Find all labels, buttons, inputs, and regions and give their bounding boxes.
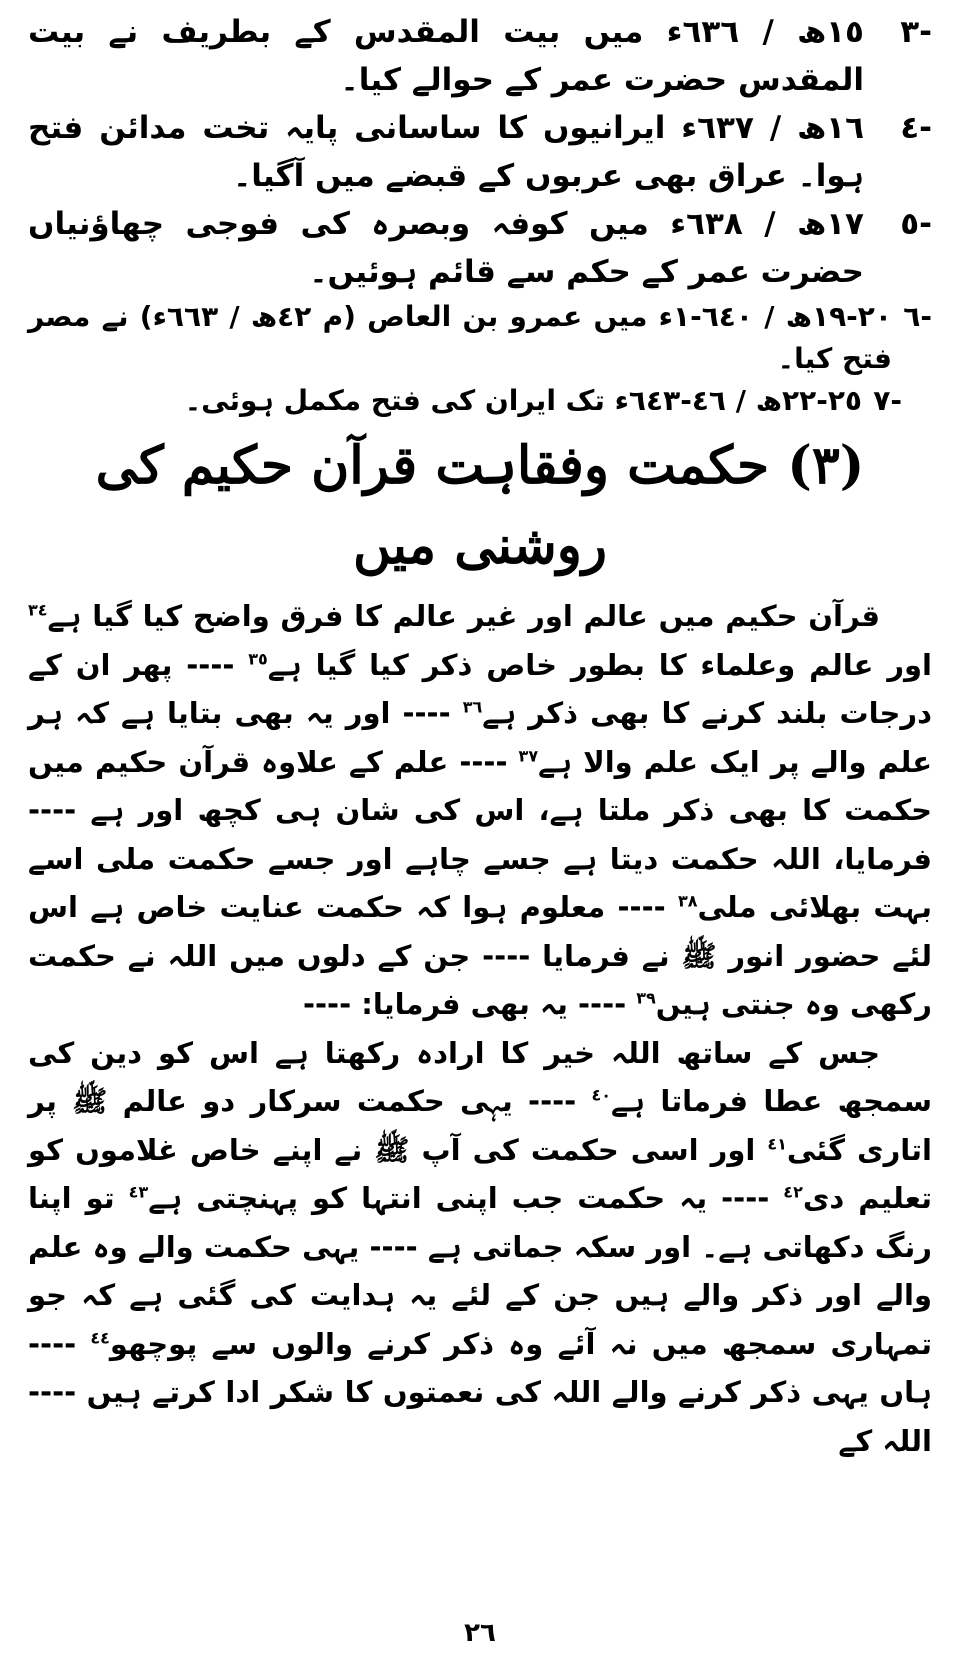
text-segment: ---- پھر ان کے درجات بلند کرنے کا بھی ذکر ہے — [28, 647, 932, 730]
footnote-ref[interactable]: ٣٤ — [28, 600, 48, 620]
text-segment: ---- علم کے علاوہ قرآن حکیم میں حکمت کا بھی ذکر ملتا ہے، اس کی شان ہی کچھ اور ہے ---- فرمایا، اللہ حکمت دیتا ہے جسے چاہے اور جسے حکمت ملی اسے بہت بھلائی ملی — [28, 744, 933, 924]
footnote-ref[interactable]: ٤٣ — [128, 1182, 149, 1202]
footnote-ref[interactable]: ٤٢ — [783, 1182, 803, 1202]
footnote-ref[interactable]: ٤٤ — [90, 1327, 110, 1347]
text-segment: جس کے ساتھ اللہ خیر کا ارادہ رکھتا ہے اس کو دین کی سمجھ عطا فرماتا ہے — [28, 1035, 932, 1118]
text-segment: ---- یہ بھی فرمایا: ---- — [302, 987, 637, 1021]
footnote-ref[interactable]: ٤١ — [767, 1133, 787, 1153]
text-segment: ---- یہی حکمت سرکار دو عالم ﷺ پر اتاری گئی — [28, 1084, 932, 1167]
list-item — [28, 296, 932, 380]
paragraph — [28, 592, 932, 1029]
list-item — [28, 200, 932, 296]
footnote-ref[interactable]: ٣٦ — [462, 697, 483, 717]
list-item-text: ١٧ھ / ٦٣٨ء میں کوفہ وبصرہ کی فوجی چھاؤنیاں حضرت عمر کے حکم سے قائم ہوئیں۔ — [28, 206, 864, 290]
footnote-ref[interactable]: ٣٩ — [636, 988, 656, 1008]
footnote-ref[interactable]: ٣٨ — [677, 891, 698, 911]
text-segment: ---- یہ حکمت جب اپنی انتہا کو پہنچتی ہے — [148, 1181, 784, 1215]
events-list — [28, 8, 932, 422]
list-item — [28, 380, 902, 422]
list-item-text: ١٦ھ / ٦٣٧ء ایرانیوں کا ساسانی پایہ تخت مدائن فتح ہوا۔ عراق بھی عربوں کے قبضے میں آگیا۔ — [28, 110, 864, 194]
document-page — [28, 8, 932, 1658]
footnote-ref[interactable]: ٣٥ — [248, 648, 268, 668]
list-item — [28, 104, 932, 200]
text-segment: ---- معلوم ہوا کہ حکمت عنایت خاص ہے اس لئے حضور انور ﷺ نے فرمایا ---- جن کے دلوں میں اللہ نے حکمت رکھی وہ جنتی ہیں — [28, 890, 932, 1021]
section-heading: (٣) حکمت وفقاہت قرآن حکیم کی روشنی میں — [95, 435, 865, 576]
list-item-text: ١٥ھ / ٦٣٦ء میں بیت المقدس کے بطریف نے بیت المقدس حضرت عمر کے حوالے کیا۔ — [28, 14, 864, 98]
text-segment: اور اسی حکمت کی آپ ﷺ نے اپنے خاص غلاموں کو تعلیم دی — [28, 1132, 932, 1215]
paragraph — [28, 1029, 932, 1466]
list-item-number: -٤ — [900, 110, 932, 146]
list-item-number: -٥ — [900, 206, 932, 242]
list-item-number: -٧ — [873, 384, 902, 417]
text-segment: قرآن حکیم میں عالم اور غیر عالم کا فرق واضح کیا گیا ہے — [47, 599, 880, 633]
list-item-text: ٢٠-١٩ھ / ٦٤٠-١ء میں عمرو بن العاص (م ٤٢ھ / ٦٦٣ء) نے مصر فتح کیا۔ — [28, 300, 892, 375]
list-item-number: -٣ — [900, 14, 932, 50]
list-item-number: -٦ — [903, 300, 932, 333]
list-item-text: ٢٥-٢٢ھ / ٤٦-٦٤٣ء تک ایران کی فتح مکمل ہوئی۔ — [184, 384, 862, 417]
footnote-ref[interactable]: ٣٧ — [518, 745, 539, 765]
list-item — [28, 8, 932, 104]
text-segment: اور عالم وعلماء کا بطور خاص ذکر کیا گیا ہے — [267, 647, 932, 682]
footnote-ref[interactable]: ٤٠ — [591, 1085, 612, 1105]
text-segment: ---- اور یہ بھی بتایا ہے کہ ہر علم والے پر ایک علم والا ہے — [28, 696, 932, 779]
text-segment: ---- ہاں یہی ذکر کرنے والے اللہ کی نعمتوں کا شکر ادا کرتے ہیں ---- اللہ کے — [28, 1326, 932, 1458]
text-segment: تو اپنا رنگ دکھاتی ہے۔ اور سکہ جماتی ہے ---- یہی حکمت والے وہ علم والے اور ذکر والے ہیں جن کے لئے یہ ہدایت کی گئی ہے کہ جو تمہاری سمجھ میں نہ آئے وہ ذکر کرنے والوں سے پوچھو — [28, 1181, 932, 1361]
page-number: ٢٦ — [464, 1618, 496, 1648]
